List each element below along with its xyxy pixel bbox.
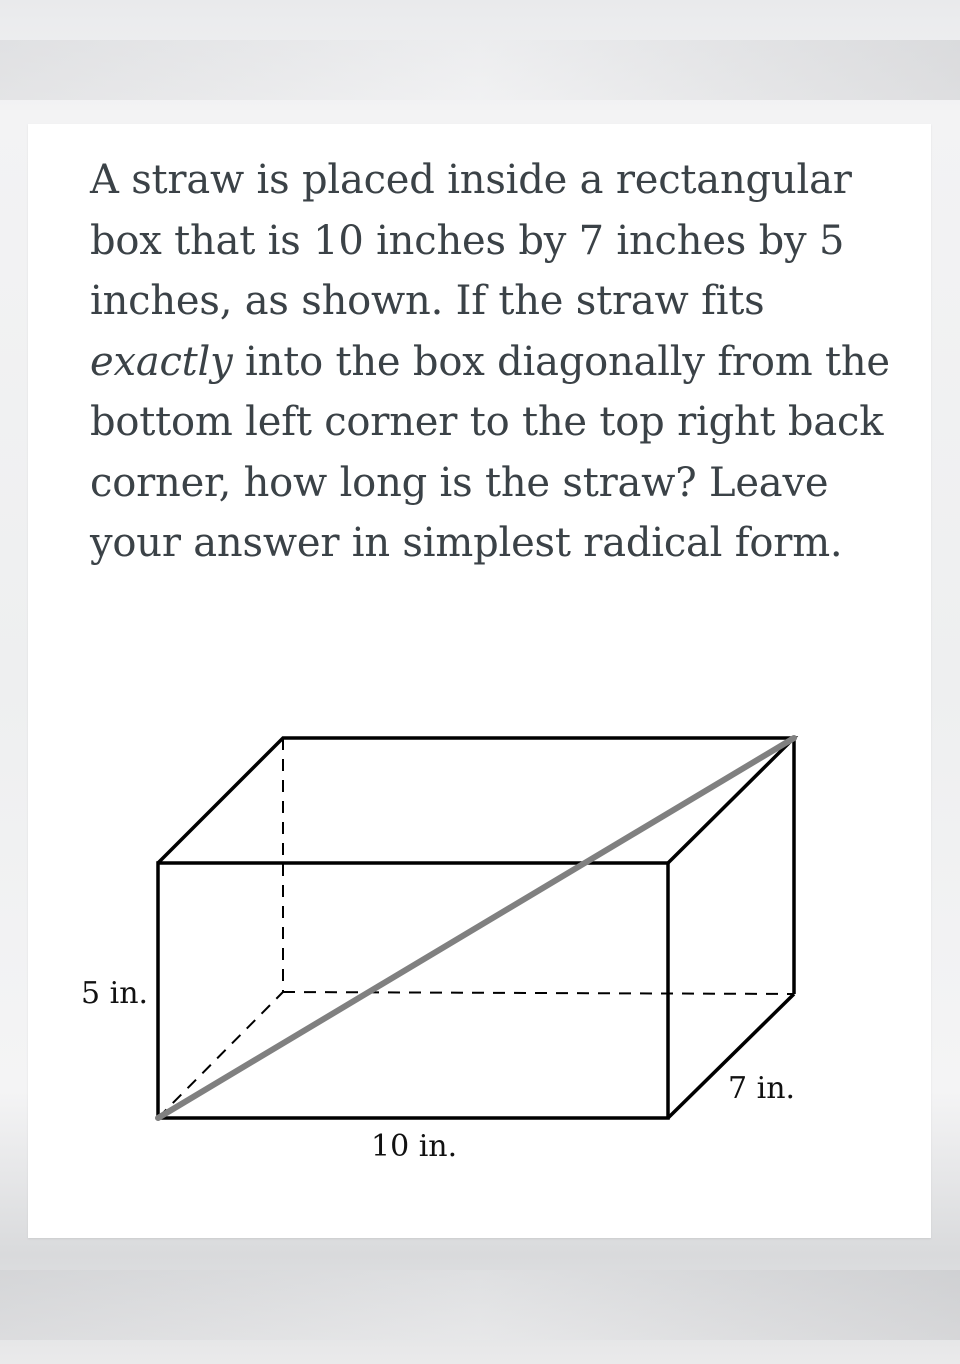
straw-diagonal (158, 738, 794, 1118)
background-blur (0, 40, 960, 100)
box-diagram (28, 124, 931, 1238)
length-label: 10 in. (371, 1129, 458, 1164)
depth-label: 7 in. (728, 1071, 796, 1106)
question-emphasis: exactly (90, 338, 233, 385)
front-face (158, 863, 668, 1118)
question-text-part2: into the box diagonally from the bottom left corner to the top right back corner, how long is the straw? Leave your answer in simplest radical form. (90, 338, 890, 566)
top-face-edges (158, 738, 794, 863)
height-label: 5 in. (81, 976, 149, 1011)
question-text-part1: A straw is placed inside a rectangular box that is 10 inches by 7 inches by 5 inches, as shown. If the straw fits (90, 157, 852, 324)
hidden-bottom-edge (283, 992, 794, 994)
background-blur (0, 1270, 960, 1340)
question-card (28, 124, 931, 1238)
